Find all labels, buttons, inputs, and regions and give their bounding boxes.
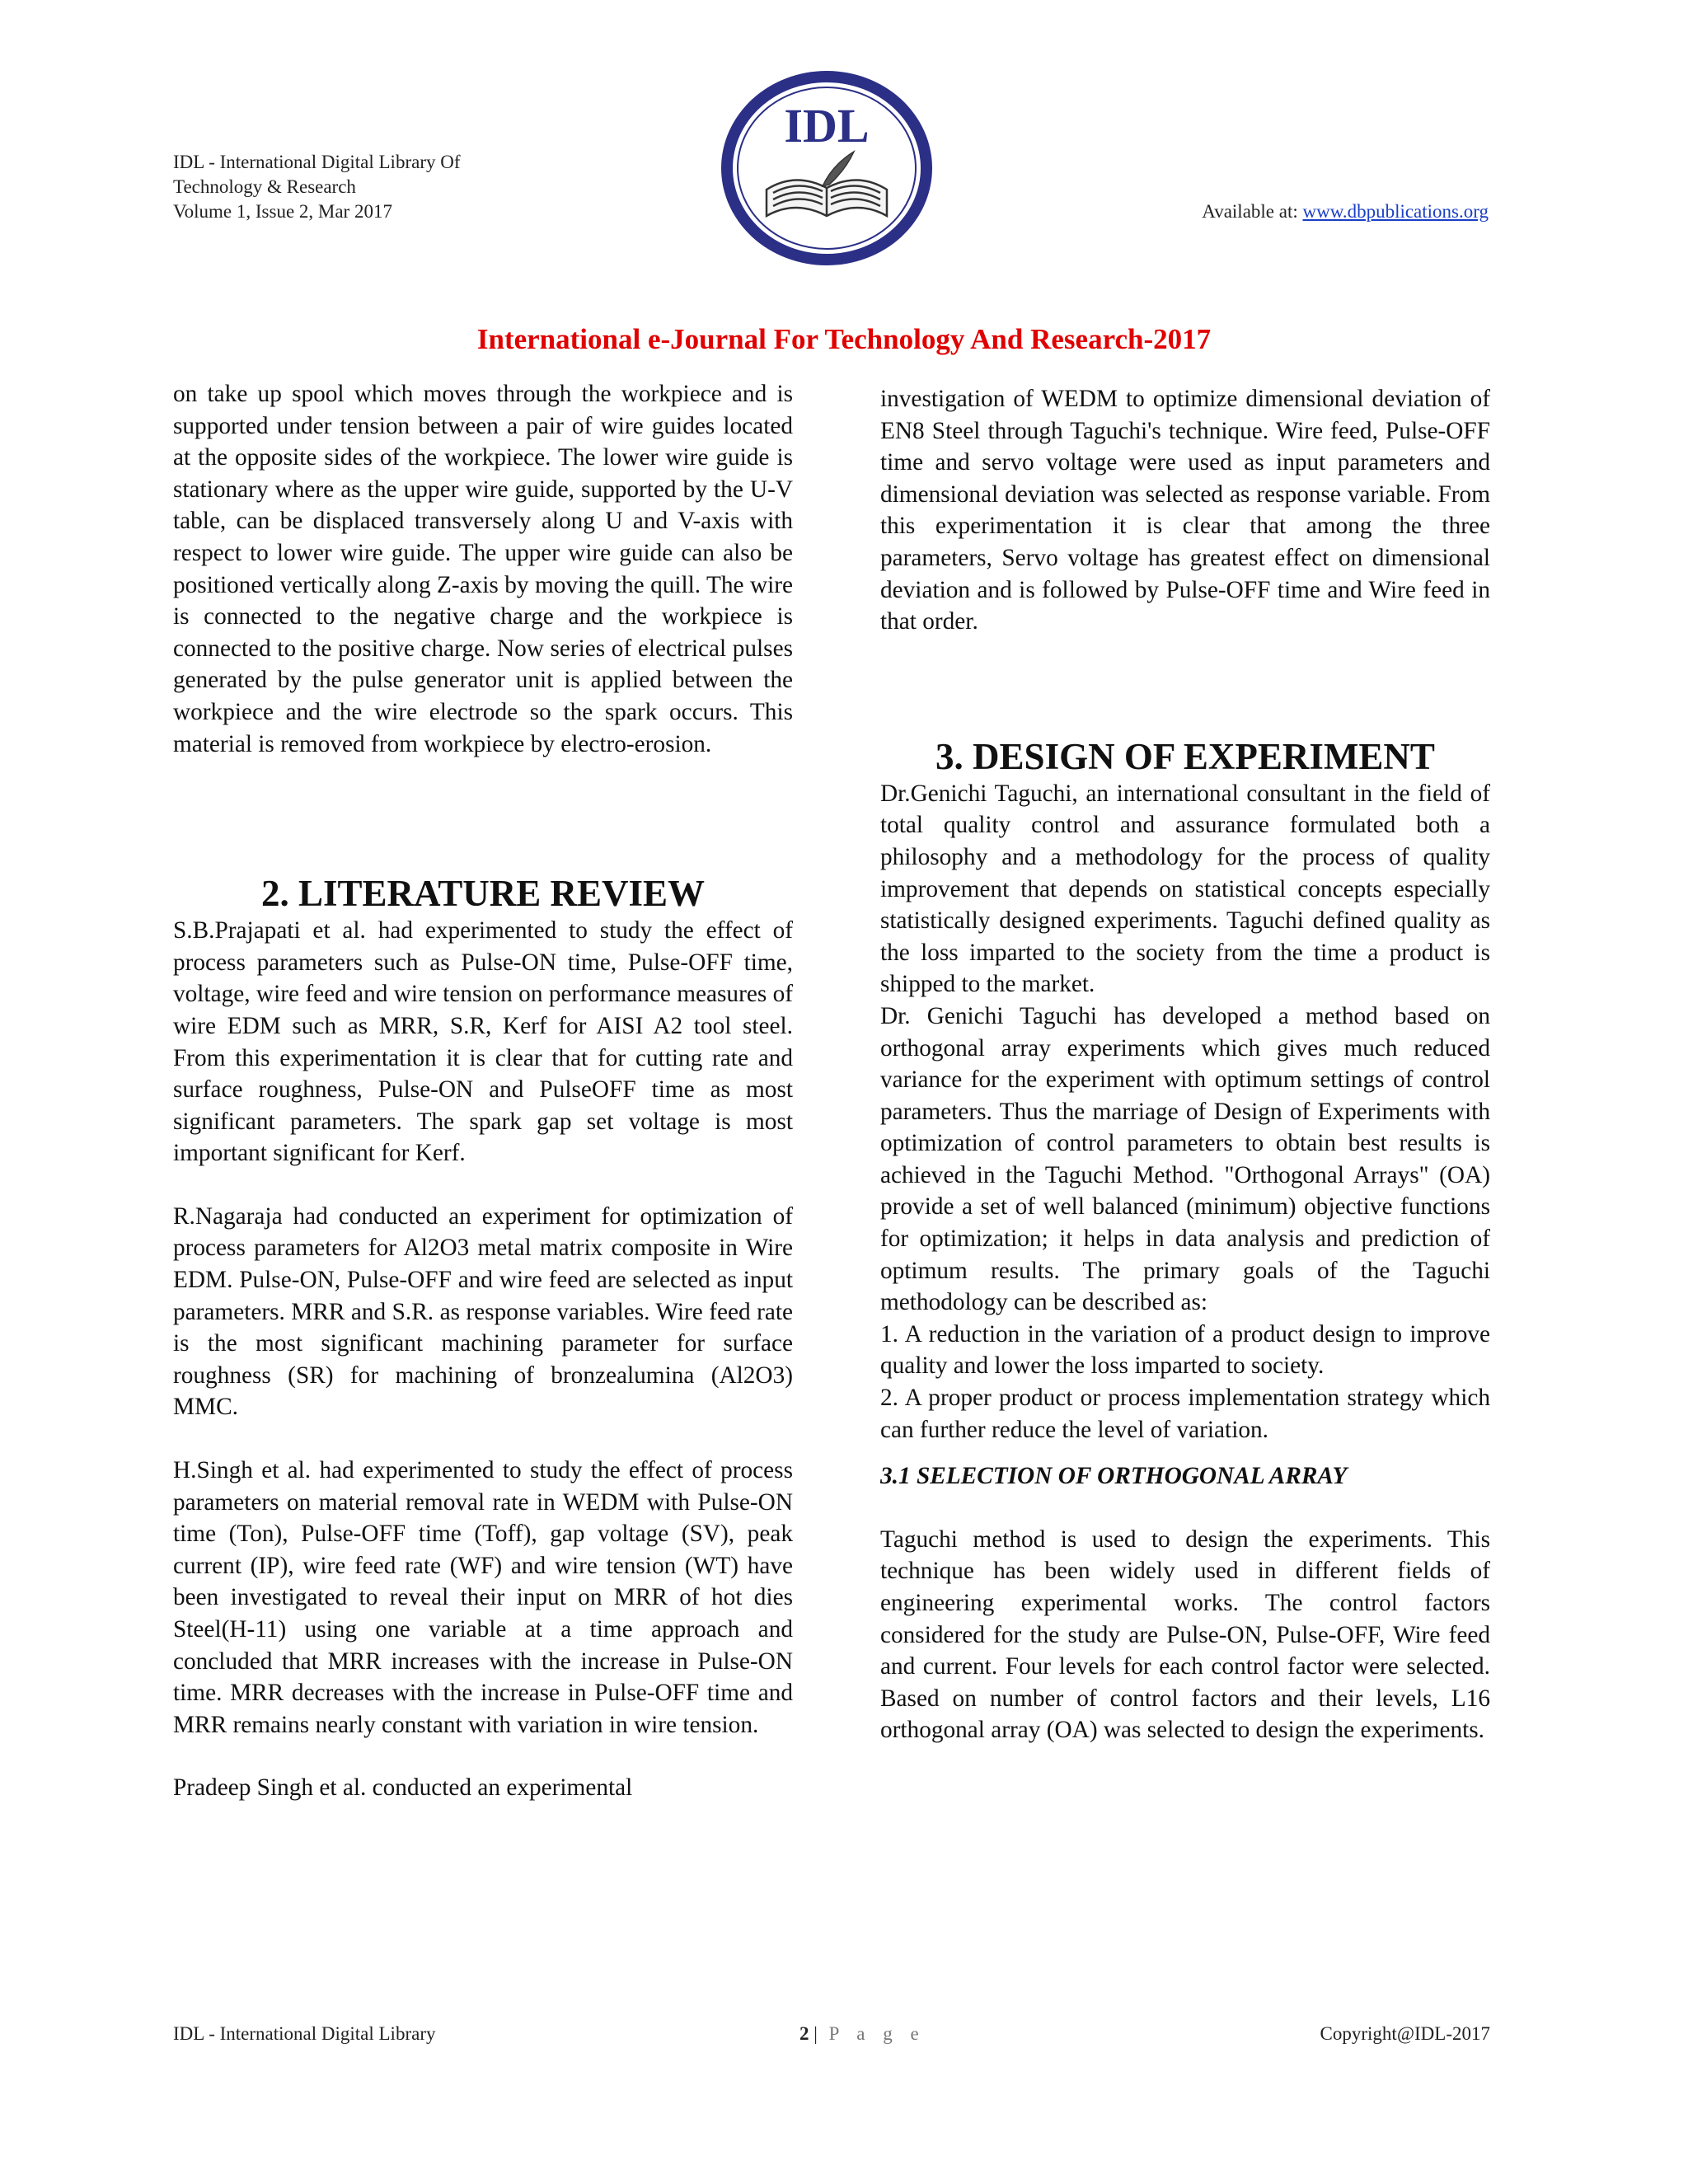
logo-text: IDL <box>784 99 870 152</box>
header-line-2: Technology & Research <box>173 176 356 197</box>
subsection-heading-orthogonal-array: 3.1 SELECTION OF ORTHOGONAL ARRAY <box>880 1463 1348 1490</box>
paragraph-taguchi-intro: Dr.Genichi Taguchi, an international consultant in the field of total quality control and assurance formulated both a philosophy and a methodology for the process of quality improvement that depends on statistical concepts especially statistically designed experiments. Taguchi defined quality as the loss imparted to the society from the time a product is shipped to the market. <box>880 780 1490 998</box>
header-line-3: Volume 1, Issue 2, Mar 2017 <box>173 201 392 222</box>
available-at <box>1202 201 1489 223</box>
right-column <box>880 383 1490 1746</box>
section-heading-design-of-experiment: 3. DESIGN OF EXPERIMENT <box>935 735 1435 777</box>
paragraph-singh: H.Singh et al. had experimented to study the effect of process parameters on material removal rate in WEDM with Pulse-ON time (Ton), Pulse-OFF time (Toff), gap voltage (SV), peak current (IP), wire feed rate (WF) and wire tension (WT) have been investigated to reveal their input on MRR of hot dies Steel(H-11) using one variable at a time approach and concluded that MRR increases with the increase in Pulse-ON time. MRR decreases with the increase in Pulse-OFF time and MRR remains nearly constant with variation in wire tension. <box>173 1457 793 1738</box>
paragraph-pradeep-singh: Pradeep Singh et al. conducted an experimental <box>173 1774 633 1802</box>
publication-link[interactable]: www.dbpublications.org <box>1302 201 1489 222</box>
paragraph-wedm-investigation: investigation of WEDM to optimize dimensional deviation of EN8 Steel through Taguchi's technique. Wire feed, Pulse-OFF time and servo voltage were used as input parameters and dimensional deviation was selected as response variable. From this experimentation it is clear that among the three parameters, Servo voltage has greatest effect on dimensional deviation and is followed by Pulse-OFF time and Wire feed in that order. <box>880 386 1490 635</box>
page-footer <box>173 2023 1490 2050</box>
paragraph-orthogonal-array: Taguchi method is used to design the experiments. This technique has been widely used in different fields of engineering experimental works. The control factors considered for the study are Pulse-ON, Pulse-OFF, Wire feed and current. Four levels for each control factor were selected. Based on number of control factors and their levels, L16 orthogonal array (OA) was selected to design the experiments. <box>880 1526 1490 1744</box>
paragraph-nagaraja: R.Nagaraja had conducted an experiment for optimization of process parameters for Al2O3 metal matrix composite in Wire EDM. Pulse-ON, Pulse-OFF and wire feed are selected as input parameters. MRR and S.R. as response variables. Wire feed rate is the most significant machining parameter for surface roughness (SR) for machining of bronzealumina (Al2O3) MMC. <box>173 1202 793 1421</box>
header-line-1: IDL - International Digital Library Of <box>173 152 461 172</box>
paragraph-wire-guides: on take up spool which moves through the workpiece and is supported under tension between a pair of wire guides located at the opposite sides of the workpiece. The lower wire guide is stationary where as the upper wire guide, supported by the U-V table, can be displaced transversely along U and V-axis with respect to lower wire guide. The upper wire guide can also be positioned vertically along Z-axis by moving the quill. The wire is connected to the negative charge and the workpiece is connected to the positive charge. Now series of electrical pulses generated by the pulse generator unit is applied between the workpiece and the wire electrode so the spark occurs. This material is removed from workpiece by electro-erosion. <box>173 381 793 757</box>
left-column <box>173 378 793 1804</box>
available-label: Available at: <box>1202 201 1303 222</box>
goal-1: 1. A reduction in the variation of a product design to improve quality and lower the loss imparted to society. <box>880 1320 1490 1380</box>
footer-library: IDL - International Digital Library <box>173 2023 436 2044</box>
footer-copyright: Copyright@IDL-2017 <box>1320 2023 1490 2044</box>
page-separator: | <box>809 2023 823 2044</box>
idl-logo <box>717 66 936 270</box>
paragraph-prajapati: S.B.Prajapati et al. had experimented to study the effect of process parameters such as Pulse-ON time, Pulse-OFF time, voltage, wire feed and wire tension on performance measures of wire EDM such as MRR, S.R, Kerf for AISI A2 tool steel. From this experimentation it is clear that for cutting rate and surface roughness, Pulse-ON and PulseOFF time as most significant parameters. The spark gap set voltage is most important significant for Kerf. <box>173 917 793 1167</box>
header-info <box>173 150 461 224</box>
section-heading-literature-review: 2. LITERATURE REVIEW <box>260 873 706 915</box>
journal-title: International e-Journal For Technology And Research-2017 <box>476 323 1212 355</box>
footer-page <box>799 2023 926 2045</box>
paragraph-taguchi-method: Dr. Genichi Taguchi has developed a method based on orthogonal array experiments which gives much reduced variance for the experiment with optimum settings of control parameters. Thus the marriage of Design of Experiments with optimization of control parameters to obtain best results is achieved in the Taguchi Method. "Orthogonal Arrays" (OA) provide a set of well balanced (minimum) objective functions for optimization; it helps in data analysis and prediction of optimum results. The primary goals of the Taguchi methodology can be described as: <box>880 1002 1490 1316</box>
page-word: P a g e <box>828 2023 926 2044</box>
goal-2: 2. A proper product or process implementation strategy which can further reduce the level of variation. <box>880 1385 1490 1443</box>
page-number: 2 <box>799 2023 809 2044</box>
